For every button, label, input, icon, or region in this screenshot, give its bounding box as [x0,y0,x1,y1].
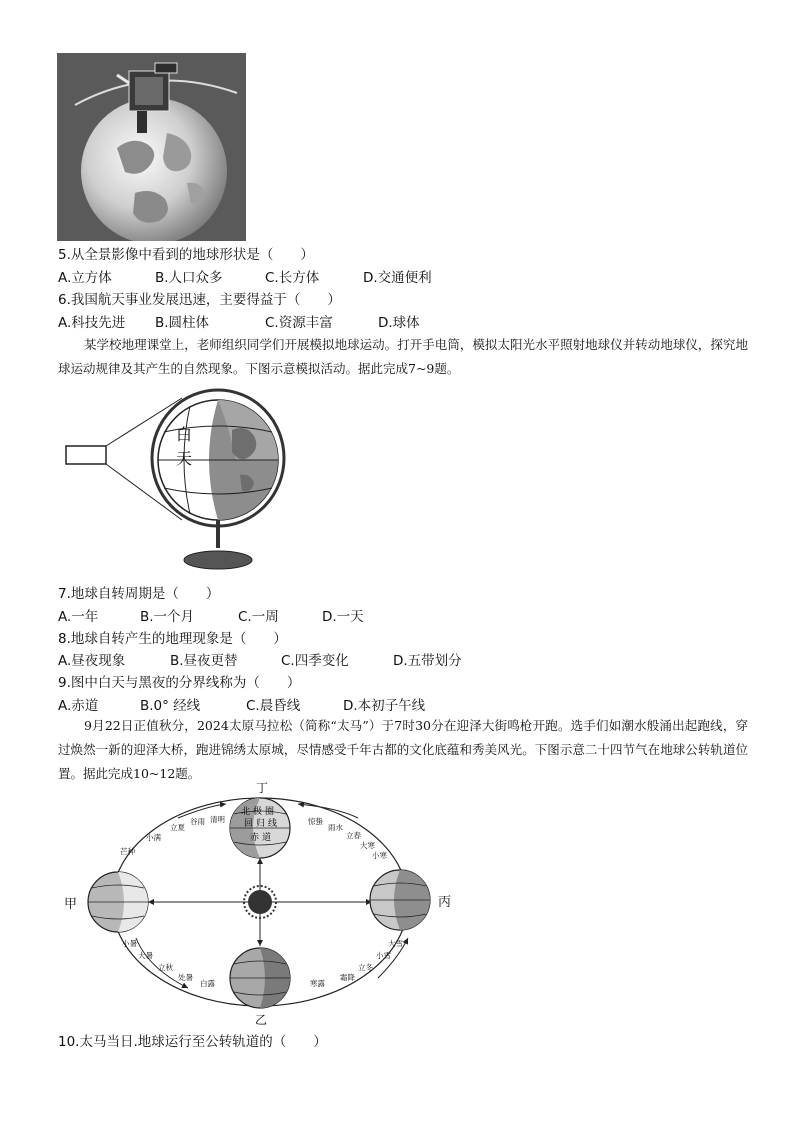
globe-text: 极 [253,807,263,817]
globe-label-tian: 天 [176,449,193,468]
option-a[interactable]: A.科技先进 [58,315,126,331]
solar-term: 小满 [146,833,161,842]
question-7-stem: 7.地球自转周期是（ ） [58,586,220,602]
solar-term: 立冬 [358,963,373,972]
globe-text: 圈 [265,807,275,817]
solar-term: 处暑 [178,973,193,982]
solar-term: 谷雨 [190,817,205,826]
option-d[interactable]: D.球体 [378,315,420,331]
option-c[interactable]: C.晨昏线 [246,698,301,714]
question-10-stem: 10.太马当日.地球运行至公转轨道的（ ） [58,1034,327,1050]
position-label-bing: 丙 [438,895,452,910]
question-9-stem: 9.图中白天与黑夜的分界线称为（ ） [58,675,301,691]
passage-7-9: 某学校地理课堂上，老师组织同学们开展模拟地球运动。打开手电筒，模拟太阳光水平照射地球仪并转动地球仪，探究地球运动规律及其产生的自然现象。下图示意模拟活动。据此完成7~9题。 [58,337,748,376]
option-b[interactable]: B.0° 经线 [140,698,201,714]
solar-term: 霜降 [340,973,355,982]
option-b[interactable]: B.昼夜更替 [170,653,238,669]
globe-simulation-figure [60,380,300,580]
option-c[interactable]: C.四季变化 [281,653,349,669]
solar-terms-orbit-figure [58,778,458,1030]
sun-icon [244,886,276,918]
option-c[interactable]: C.一周 [238,609,279,625]
globe-text: 道 [262,833,272,843]
option-d[interactable]: D.本初子午线 [343,698,426,714]
solar-term: 清明 [210,815,225,824]
option-b[interactable]: B.一个月 [140,609,195,625]
satellite-earth-illustration [57,53,246,241]
passage-10-12: 9月22日正值秋分，2024太原马拉松（简称“太马”）于7时30分在迎泽大街鸣枪开跑。选手们如潮水般涌出起跑线，穿过焕然一新的迎泽大桥，跑进锦绣太原城，尽情感受千年古都的文化底蕴和秀美风光。下图示意二十四节气在地球公转轨道位置。据此完成10~12题。 [58,718,748,781]
globe-text: 赤 [250,833,260,843]
option-c[interactable]: C.资源丰富 [265,315,333,331]
solar-term: 雨水 [328,823,343,832]
solar-term: 大雪 [388,939,403,948]
position-label-jia: 甲 [64,897,78,912]
globe-text: 归 [256,819,266,829]
solar-term: 小暑 [122,939,137,948]
option-c[interactable]: C.长方体 [265,270,320,286]
question-5-stem: 5.从全景影像中看到的地球形状是（ ） [58,247,314,263]
option-b[interactable]: B.人口众多 [155,270,223,286]
solar-term: 大暑 [138,951,153,960]
globe-label-bai: 白 [176,425,193,444]
solar-term: 立夏 [170,823,185,832]
option-a[interactable]: A.一年 [58,609,99,625]
solar-term: 芒种 [120,847,135,856]
option-d[interactable]: D.五带划分 [393,653,462,669]
globe-text: 线 [268,819,278,829]
solar-term: 大寒 [360,841,375,850]
globe-text: 回 [244,819,254,829]
globe-text: 北 [241,807,251,817]
solar-term: 小寒 [372,851,387,860]
solar-term: 小雪 [376,951,391,960]
solar-term: 白露 [200,979,215,988]
flashlight-icon [66,446,106,464]
globe-simulation-illustration [60,380,300,580]
question-6-stem: 6.我国航天事业发展迅速，主要得益于（ ） [58,292,341,308]
satellite-earth-image [57,53,246,241]
solar-term: 惊蛰 [308,817,323,826]
option-a[interactable]: A.立方体 [58,270,112,286]
question-8-stem: 8.地球自转产生的地理现象是（ ） [58,631,287,647]
option-a[interactable]: A.赤道 [58,698,99,714]
option-a[interactable]: A.昼夜现象 [58,653,126,669]
option-d[interactable]: D.交通便利 [363,270,432,286]
solar-term: 立秋 [158,963,173,972]
position-label-ding: 丁 [256,781,269,795]
option-d[interactable]: D.一天 [322,609,364,625]
position-label-yi: 乙 [255,1013,268,1027]
solar-term: 寒露 [310,979,325,988]
solar-term: 立春 [346,831,361,840]
orbit-diagram [58,778,458,1030]
option-b[interactable]: B.圆柱体 [155,315,210,331]
